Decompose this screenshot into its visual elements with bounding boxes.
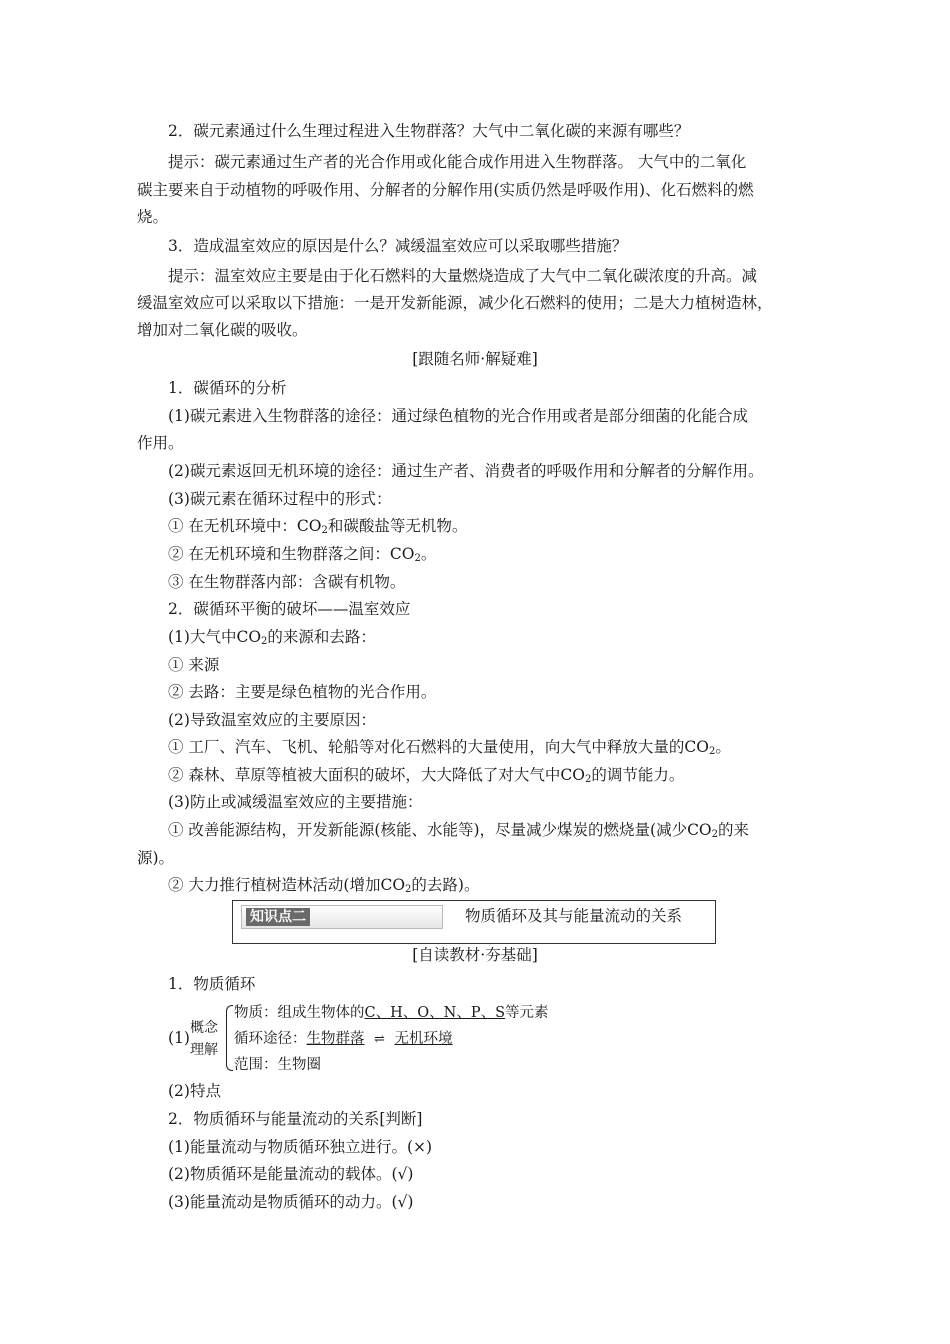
hint-2-line-1: 提示：碳元素通过生产者的光合作用或化能合成作用进入生物群落。 大气中的二氧化 [168, 153, 747, 171]
analysis-p1-line-1: (1)碳元素进入生物群落的途径：通过绿色植物的光合作用或者是部分细菌的化能合成 [168, 407, 748, 425]
analysis-p3: (3)碳元素在循环过程中的形式： [168, 490, 392, 508]
greenhouse-measures: (3)防止或减缓温室效应的主要措施： [168, 793, 423, 811]
form-community: ③ 在生物群落内部：含碳有机物。 [168, 573, 406, 591]
form-inorganic: ① 在无机环境中：$CO_2$和碳酸盐等无机物。 [168, 517, 468, 536]
concept-substance: 物质：组成生物体的C、H、O、N、P、S等元素 [234, 1005, 549, 1021]
concept-diagram [168, 1001, 548, 1075]
co2-source: ① 来源 [168, 656, 220, 674]
co2-sink: ② 去路：主要是绿色植物的光合作用。 [168, 683, 437, 701]
hint-3-line-3: 增加对二氧化碳的吸收。 [137, 321, 308, 339]
relation-title: 2．物质循环与能量流动的关系[判断] [168, 1110, 423, 1128]
judgement-2: (2)物质循环是能量流动的载体。(√) [168, 1165, 414, 1183]
form-between: ② 在无机环境和生物群落之间：$CO_2$。 [168, 545, 437, 564]
question-3: 3．造成温室效应的原因是什么？减缓温室效应可以采取哪些措施？ [168, 237, 628, 255]
hint-2-line-2: 碳主要来自于动植物的呼吸作用、分解者的分解作用(实质仍然是呼吸作用)、化石燃料的燃 [137, 181, 754, 199]
analysis-p1-line-2: 作用。 [137, 434, 184, 452]
knowledge-point-tab [241, 905, 443, 929]
concept-scope: 范围：生物圈 [234, 1057, 321, 1073]
greenhouse-causes: (2)导致温室效应的主要原因： [168, 711, 376, 729]
hint-2-line-3: 烧。 [137, 208, 169, 226]
features: (2)特点 [168, 1082, 221, 1100]
concept-label: 概念 理解 [190, 1020, 218, 1058]
knowledge-point-banner [232, 900, 716, 944]
hint-3-line-1: 提示：温室效应主要是由于化石燃料的大量燃烧造成了大气中二氧化碳浓度的升高。减 [168, 267, 758, 285]
co2-source-sink: (1)大气中$CO_2$的来源和去路： [168, 628, 376, 647]
section-heading-teacher: [跟随名师·解疑难] [412, 350, 538, 368]
hint-3-line-2: 缓温室效应可以采取以下措施：一是开发新能源，减少化石燃料的使用；二是大力植树造林， [137, 294, 773, 312]
measure-afforestation: ② 大力推行植树造林活动(增加$CO_2$的去路)。 [168, 876, 480, 895]
judgement-1: (1)能量流动与物质循环独立进行。(×) [168, 1138, 433, 1156]
judgement-3: (3)能量流动是物质循环的动力。(√) [168, 1193, 414, 1211]
greenhouse-title: 2．碳循环平衡的破坏——温室效应 [168, 600, 411, 618]
measure-energy-line-2: 源)。 [137, 849, 175, 867]
section-heading-self-study: [自读教材·夯基础] [412, 946, 538, 964]
concept-pathway: 循环途径：生物群落 ⇌ 无机环境 [234, 1031, 453, 1047]
material-cycle-title: 1．物质循环 [168, 975, 256, 993]
knowledge-point-title: 物质循环及其与能量流动的关系 [465, 907, 683, 925]
question-2: 2．碳元素通过什么生理过程进入生物群落？大气中二氧化碳的来源有哪些？ [168, 122, 690, 140]
analysis-p2: (2)碳元素返回无机环境的途径：通过生产者、消费者的呼吸作用和分解者的分解作用。 [168, 462, 764, 480]
analysis-title: 1．碳循环的分析 [168, 379, 287, 397]
measure-energy-line-1: ① 改善能源结构，开发新能源(核能、水能等)，尽量减少煤炭的燃烧量(减少$CO_2$的来 [168, 821, 750, 840]
cause-fossil-fuels: ① 工厂、汽车、飞机、轮船等对化石燃料的大量使用，向大气中释放大量的$CO_2$。 [168, 738, 731, 757]
knowledge-point-badge: 知识点二 [246, 908, 310, 926]
brace [226, 1005, 233, 1071]
concept-number: (1) [168, 1029, 190, 1047]
cause-vegetation-loss: ② 森林、草原等植被大面积的破坏，大大降低了对大气中$CO_2$的调节能力。 [168, 766, 685, 785]
reversible-arrow-icon: ⇌ [374, 1032, 385, 1047]
